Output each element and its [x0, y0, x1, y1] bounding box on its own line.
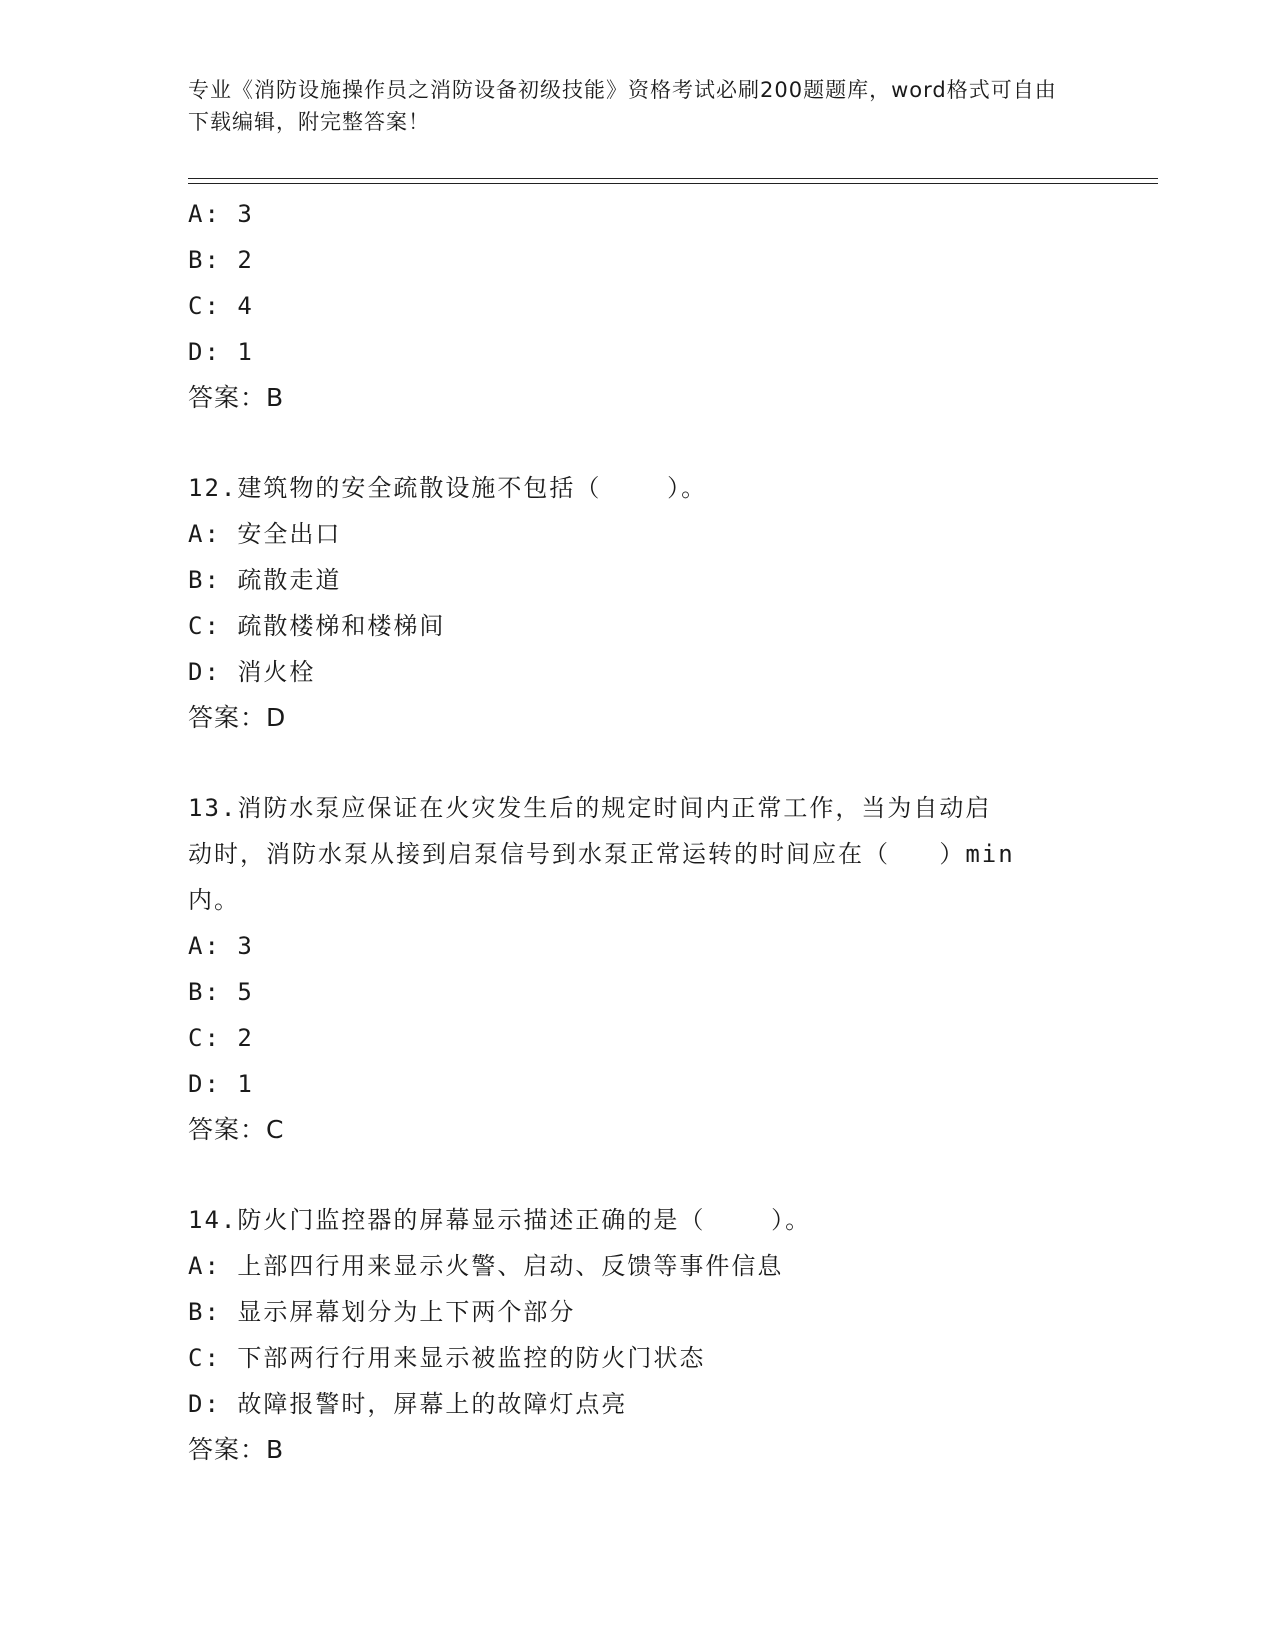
option-b: B: 疏散走道 — [188, 566, 342, 594]
question-text: 14.防火门监控器的屏幕显示描述正确的是（ ）。 — [188, 1206, 812, 1234]
option-d: D: 1 — [188, 1070, 254, 1098]
option-b: B: 5 — [188, 978, 254, 1006]
option-b: B: 显示屏幕划分为上下两个部分 — [188, 1298, 576, 1326]
question-13 — [188, 785, 1088, 1153]
option-a: A: 上部四行用来显示火警、启动、反馈等事件信息 — [188, 1252, 784, 1280]
question-text-line-3: 内。 — [188, 886, 240, 914]
header-rule-bottom — [188, 183, 1158, 184]
question-text-line-1: 13.消防水泵应保证在火灾发生后的规定时间内正常工作，当为自动启 — [188, 794, 992, 822]
question-list — [188, 191, 1088, 1473]
option-b: B: 2 — [188, 246, 254, 274]
option-d: D: 故障报警时，屏幕上的故障灯点亮 — [188, 1390, 628, 1418]
option-a: A: 安全出口 — [188, 520, 342, 548]
option-a: A: 3 — [188, 932, 254, 960]
option-c: C: 下部两行行用来显示被监控的防火门状态 — [188, 1344, 706, 1372]
header-rule-top — [188, 178, 1158, 179]
answer: 答案：C — [188, 1115, 285, 1144]
option-d: D: 消火栓 — [188, 658, 316, 686]
option-d: D: 1 — [188, 338, 254, 366]
question-11 — [188, 191, 1088, 421]
question-text-line-2: 动时，消防水泵从接到启泵信号到水泵正常运转的时间应在（ ）min — [188, 840, 1015, 868]
document-header: 专业《消防设施操作员之消防设备初级技能》资格考试必刷200题题库，word格式可自由下载编辑，附完整答案！ — [188, 78, 1057, 134]
option-c: C: 4 — [188, 292, 254, 320]
question-14 — [188, 1197, 1088, 1473]
question-text: 12.建筑物的安全疏散设施不包括（ ）。 — [188, 474, 708, 502]
question-12 — [188, 465, 1088, 741]
option-c: C: 2 — [188, 1024, 254, 1052]
option-a: A: 3 — [188, 200, 254, 228]
answer: 答案：D — [188, 703, 287, 732]
option-c: C: 疏散楼梯和楼梯间 — [188, 612, 446, 640]
answer: 答案：B — [188, 1435, 285, 1464]
answer: 答案：B — [188, 383, 285, 412]
